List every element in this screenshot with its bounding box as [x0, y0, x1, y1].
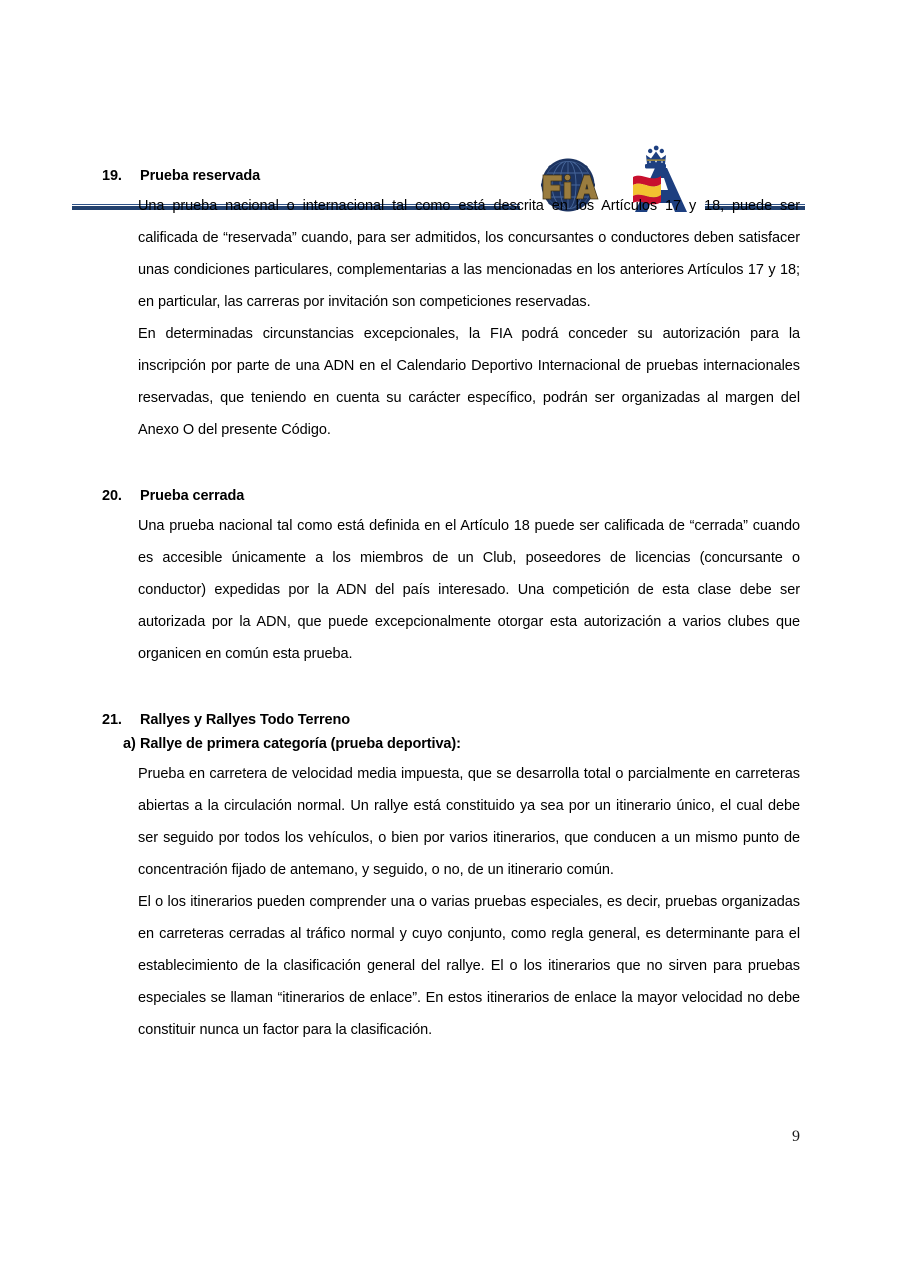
article-20 — [0, 486, 905, 670]
article-19-paragraph-2: En determinadas circunstancias excepcionales, la FIA podrá conceder su autorización para la inscripción por parte de una ADN en el Calendario Deportivo Internacional de pruebas internacionales reservadas, que teniendo en cuenta su carácter específico, podrán ser organizadas al margen del Anexo O del presente Código. — [138, 326, 800, 438]
article-21-heading — [0, 710, 905, 730]
spacer — [0, 670, 905, 710]
article-19 — [0, 166, 905, 446]
article-19-title: Prueba reservada — [140, 168, 261, 184]
article-20-paragraph-1: Una prueba nacional tal como está definida en el Artículo 18 puede ser calificada de “cerrada” cuando es accesible únicamente a los miembros de un Club, poseedores de licencias (concursante o conductor) expedidas por la ADN del país interesado. Una competición de esta clase debe ser autorizada por la ADN, que puede excepcionalmente otorgar esta autorización a varios clubes que organicen en común esta prueba. — [138, 518, 800, 662]
article-21-title: Rallyes y Rallyes Todo Terreno — [140, 712, 351, 728]
subsection-a-title: Rallye de primera categoría (prueba deportiva): — [140, 736, 461, 752]
document-body — [0, 166, 905, 1046]
spacer — [0, 446, 905, 486]
article-20-number: 20. — [102, 488, 122, 504]
subsection-a-paragraph-1: Prueba en carretera de velocidad media impuesta, que se desarrolla total o parcialmente en carreteras abiertas a la circulación normal. Un rallye está constituido ya sea por un itinerario único, el cual debe ser seguido por todos los vehículos, o bien por varios itinerarios, que conducen a un mismo punto de concentración fijado de antemano, y seguido, o no, de un itinerario común. — [138, 766, 800, 878]
subsection-a-label: a) — [123, 736, 136, 752]
article-19-number: 19. — [102, 168, 122, 184]
subsection-a-paragraph-2: El o los itinerarios pueden comprender una o varias pruebas especiales, es decir, pruebas organizadas en carreteras cerradas al tráfico normal y cuyo conjunto, como regla general, es determinante para el establecimiento de la clasificación general del rallye. El o los itinerarios que no sirven para pruebas especiales se llaman “itinerarios de enlace”. En estos itinerarios de enlace la mayor velocidad no debe constituir nunca un factor para la clasificación. — [138, 894, 800, 1038]
article-21-number: 21. — [102, 712, 122, 728]
article-20-title: Prueba cerrada — [140, 488, 245, 504]
article-21-subsection-a-heading — [0, 734, 905, 754]
article-20-heading — [0, 486, 905, 506]
page-header — [0, 60, 905, 155]
article-19-heading — [0, 166, 905, 186]
article-21 — [0, 710, 905, 1046]
article-19-paragraph-1: Una prueba nacional o internacional tal como está descrita en los Artículos 17 y 18, puede ser calificada de “reservada” cuando, para ser admitidos, los concursantes o conductores deben satisfacer unas condiciones particulares, complementarias a las mencionadas en los anteriores Artículos 17 y 18; en particular, las carreras por invitación son competiciones reservadas. — [138, 198, 800, 310]
page-number: 9 — [792, 1128, 800, 1145]
